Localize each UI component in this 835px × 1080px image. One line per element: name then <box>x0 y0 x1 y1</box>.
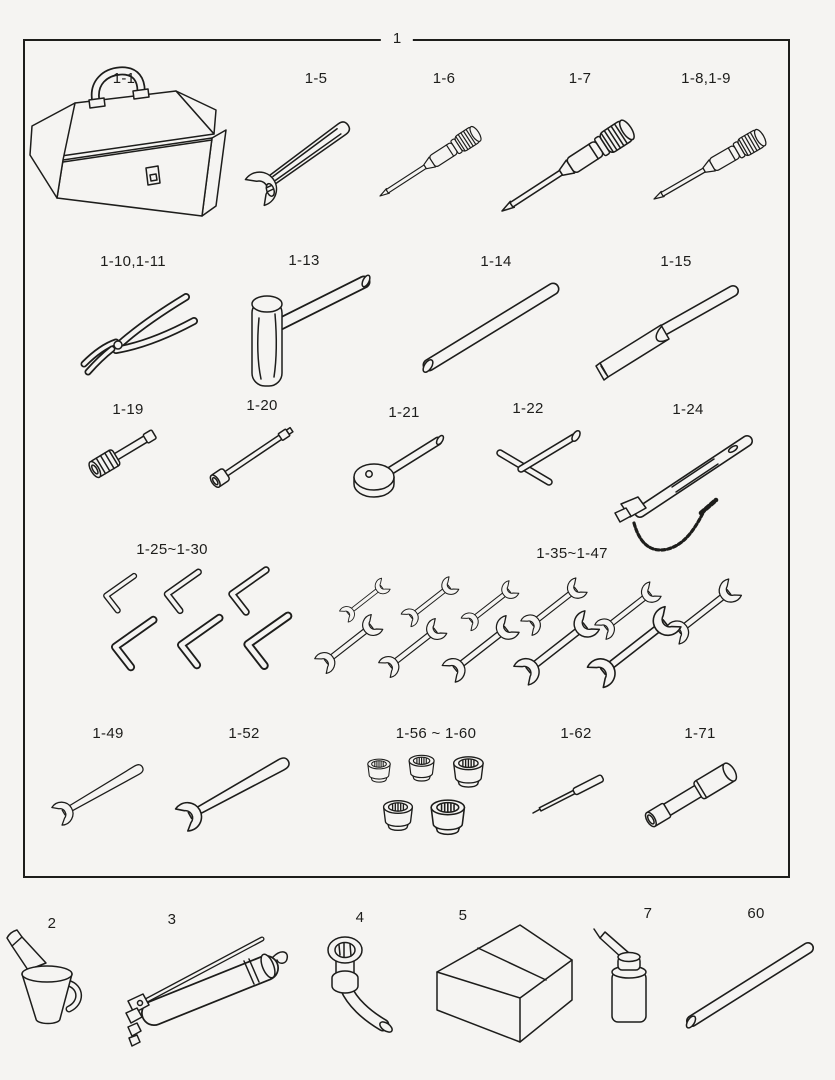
part-label: 1-62 <box>560 725 592 742</box>
part-label: 1-22 <box>512 400 544 417</box>
pliers-icon <box>84 297 194 372</box>
part-label: 3 <box>167 911 177 928</box>
part-label: 1-21 <box>388 404 420 421</box>
part-label: 1-13 <box>288 252 320 269</box>
grease-gun-icon <box>126 939 287 1046</box>
tool-kit-group-label: 1 <box>381 29 413 49</box>
toolbox-icon <box>30 71 226 216</box>
pin-punch-icon <box>531 774 604 816</box>
plug-socket-icon <box>642 761 739 830</box>
part-label: 60 <box>747 905 765 922</box>
part-label: 1-15 <box>660 253 692 270</box>
screwdriver-icon <box>496 118 638 221</box>
grip-bar-icon <box>596 291 733 380</box>
hose-joint-icon <box>328 937 394 1034</box>
hex-key-set-icon <box>106 570 288 667</box>
socket-adapter-icon <box>87 426 159 479</box>
carton-box-icon <box>437 925 572 1042</box>
part-label: 1-35~1-47 <box>536 545 608 562</box>
open-end-wrench-icon <box>175 749 295 833</box>
socket-set-icon <box>368 755 483 834</box>
part-label: 1-7 <box>568 70 592 87</box>
part-label: 1-25~1-30 <box>136 541 208 558</box>
part-label: 1-6 <box>432 70 456 87</box>
hammer-icon <box>252 274 371 386</box>
screwdriver-icon <box>649 127 768 207</box>
part-label: 1-10,1-11 <box>100 253 166 270</box>
part-label: 1-1 <box>112 70 136 87</box>
part-label: 1-5 <box>304 70 328 87</box>
part-label: 1-49 <box>92 725 124 742</box>
tube-icon <box>685 948 808 1029</box>
oil-can-icon <box>7 930 79 1024</box>
part-label: 1-8,1-9 <box>681 70 731 87</box>
adjustable-wrench-icon <box>245 111 358 206</box>
screwdriver-icon <box>375 125 483 204</box>
part-label: 4 <box>355 909 365 926</box>
part-label: 7 <box>643 905 653 922</box>
part-label: 1-52 <box>228 725 260 742</box>
part-label: 5 <box>458 907 468 924</box>
ratchet-handle-icon <box>354 434 445 497</box>
part-label: 2 <box>47 915 57 932</box>
extension-bar-icon <box>208 424 295 489</box>
part-label: 1-71 <box>684 725 716 742</box>
t-handle-wrench-icon <box>500 429 582 482</box>
chain-wrench-icon <box>615 441 747 550</box>
part-label: 1-14 <box>480 253 512 270</box>
part-label: 1-20 <box>246 397 278 414</box>
part-label: 1-19 <box>112 401 144 418</box>
oiler-bottle-icon <box>594 929 646 1022</box>
bar-icon <box>421 289 553 374</box>
open-end-wrench-icon <box>51 757 148 826</box>
part-label: 1-24 <box>672 401 704 418</box>
part-label: 1-56 ~ 1-60 <box>395 725 477 742</box>
open-end-wrench-set-icon <box>314 576 742 689</box>
